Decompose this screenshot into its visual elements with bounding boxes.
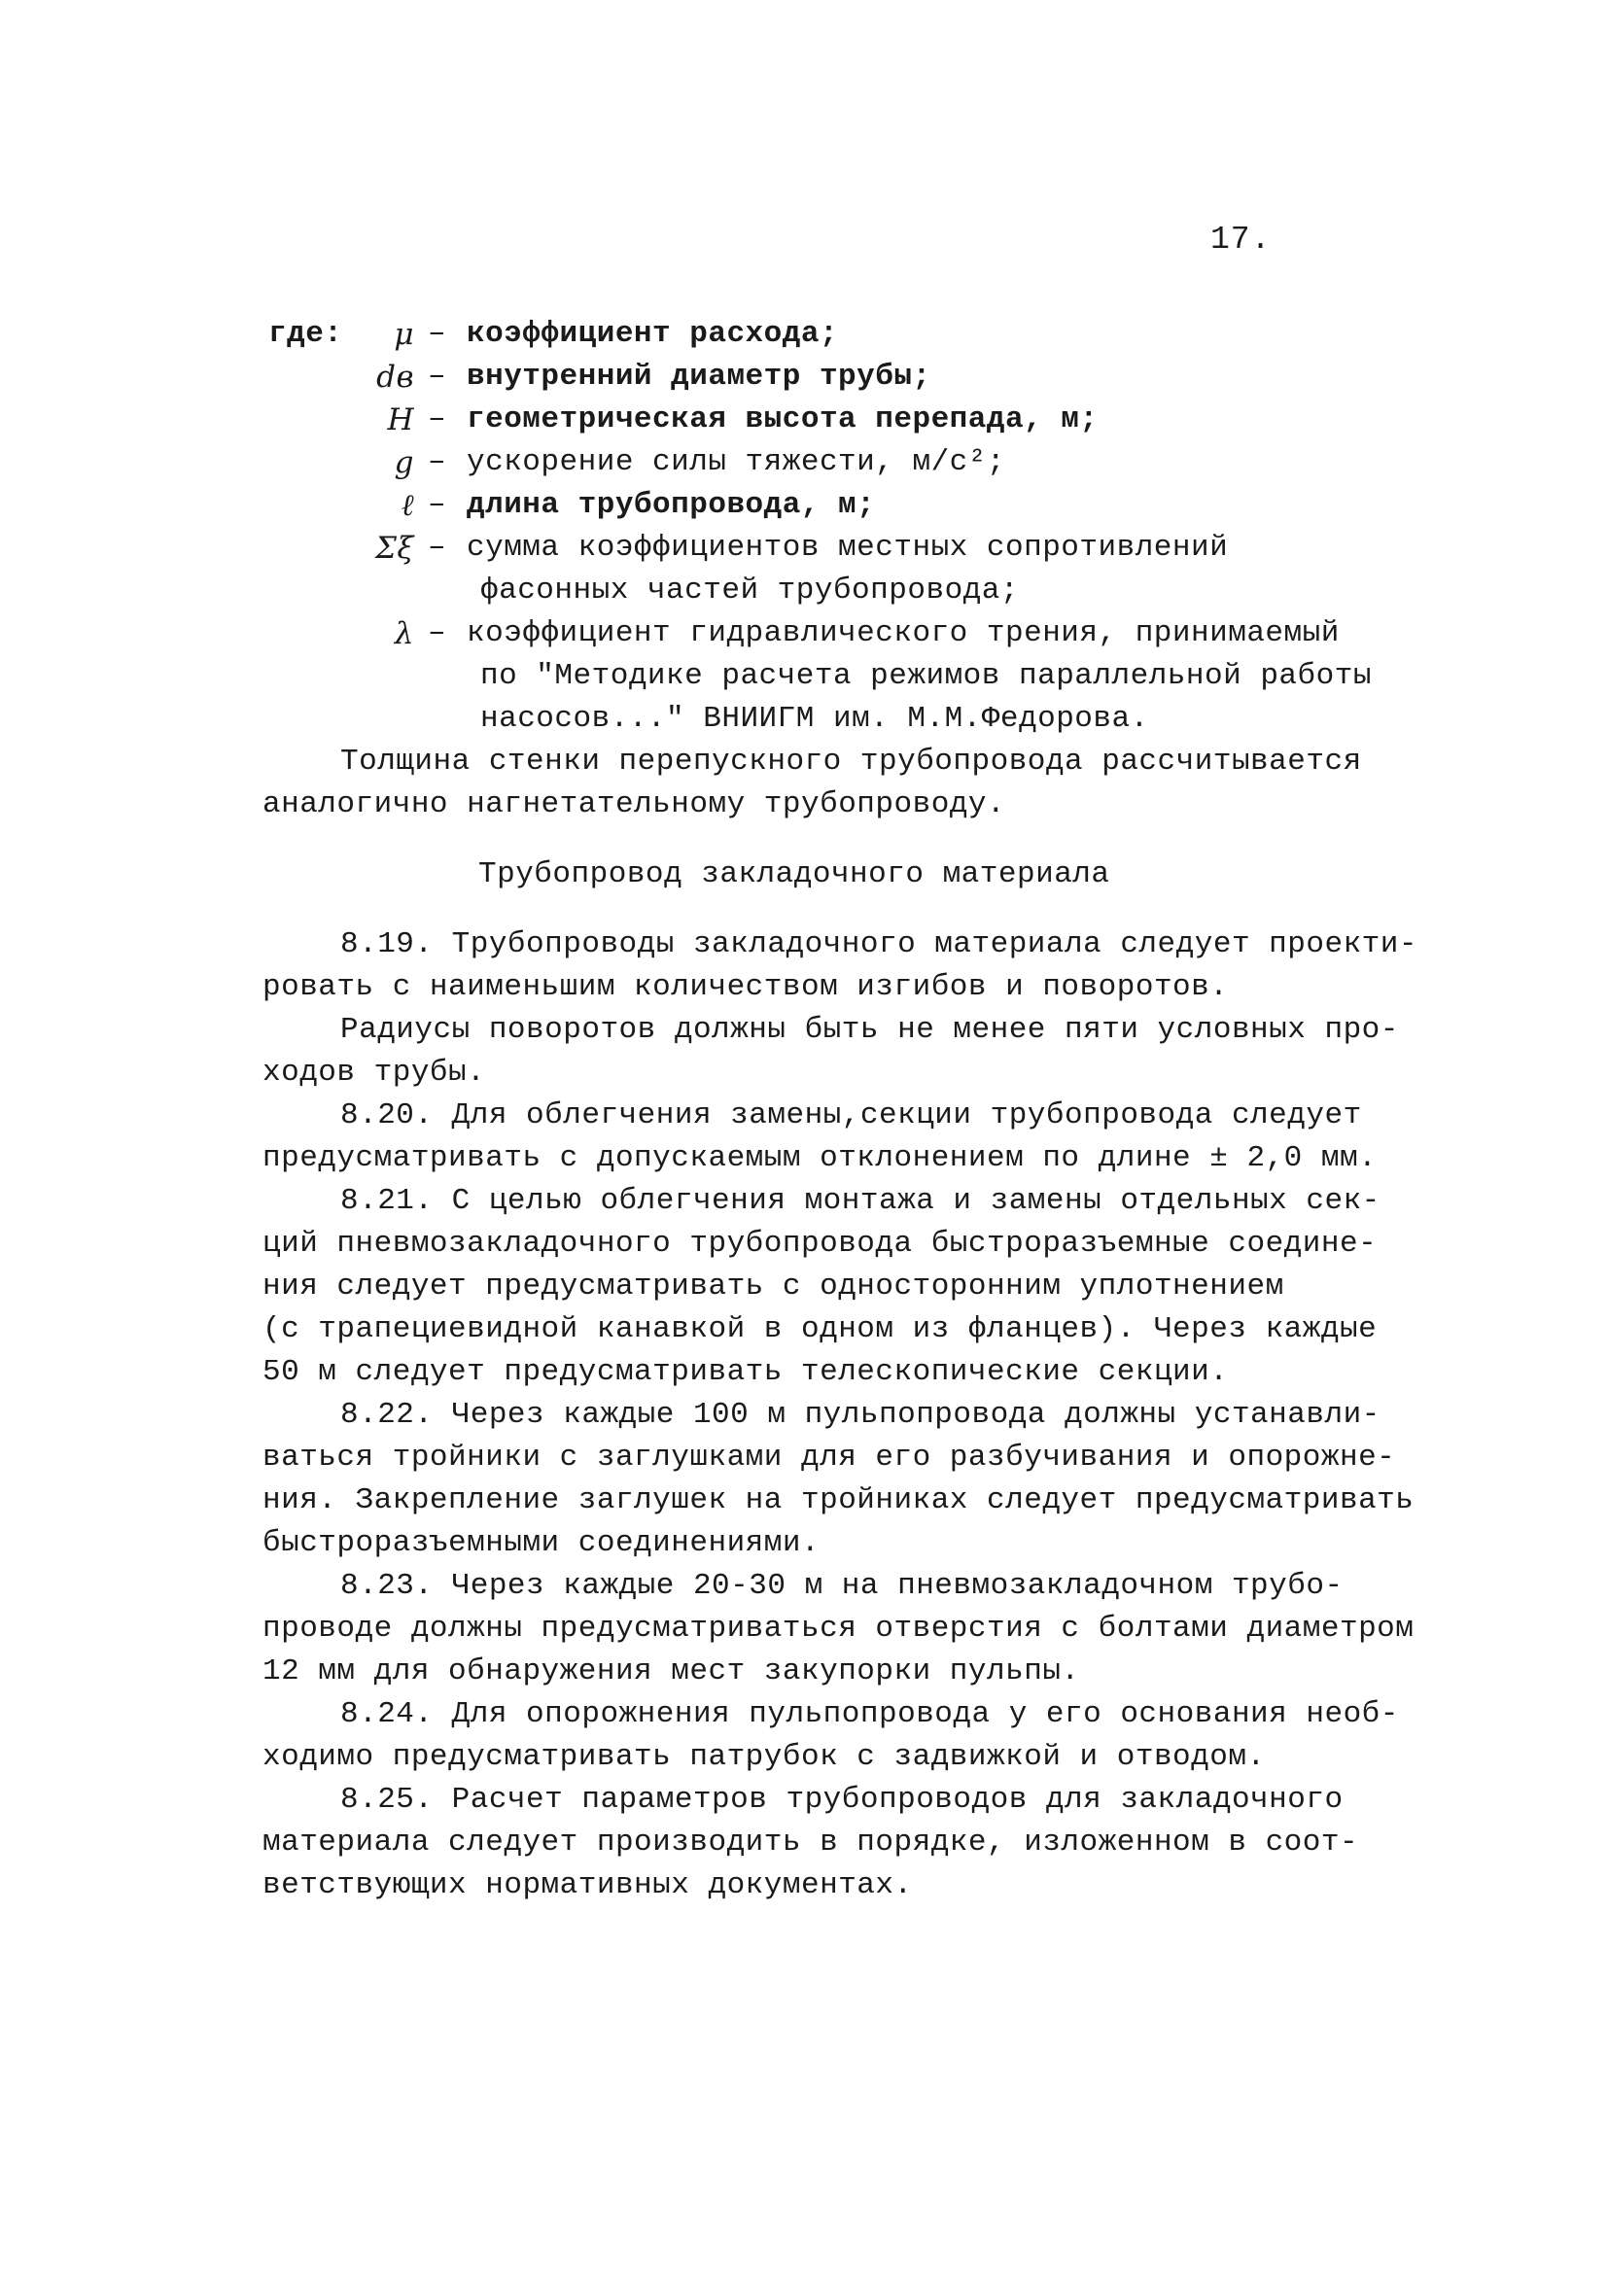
paragraph-line: ций пневмозакладочного трубопровода быстроразъемные соедине- xyxy=(262,1227,1378,1261)
definition-text: внутренний диаметр трубы; xyxy=(467,360,931,394)
dash: – xyxy=(428,402,447,436)
paragraph-8-21 xyxy=(262,1180,1381,1394)
symbol-mu: μ xyxy=(394,317,414,352)
paragraph-line: проводе должны предусматриваться отверстия с болтами диаметром xyxy=(262,1612,1415,1646)
paragraph-line: ходов трубы. xyxy=(262,1056,486,1090)
paragraph-line: 8.19. Трубопроводы закладочного материала следует проекти- xyxy=(340,927,1417,961)
page-number: 17. xyxy=(1210,222,1272,258)
paragraph-line: аналогично нагнетательному трубопроводу. xyxy=(262,787,1006,821)
symbol-lambda: λ xyxy=(394,616,414,651)
definition-text: длина трубопровода, м; xyxy=(467,488,876,522)
definition-mu xyxy=(360,313,1372,356)
definitions-list xyxy=(360,313,1372,741)
paragraph-line: ния следует предусматривать с односторонним уплотнением xyxy=(262,1270,1284,1304)
definition-text: коэффициент гидравлического трения, принимаемый xyxy=(467,616,1340,650)
definition-continuation: насосов..." ВНИИГМ им. М.М.Федорова. xyxy=(480,702,1149,736)
definition-continuation: по "Методике расчета режимов параллельной работы xyxy=(480,659,1372,693)
definition-d xyxy=(360,356,1372,399)
paragraph-8-22 xyxy=(262,1394,1414,1565)
paragraph-line: 12 мм для обнаружения мест закупорки пульпы. xyxy=(262,1654,1080,1688)
symbol-sum-xi: Σξ xyxy=(375,531,414,566)
paragraph-line: 8.22. Через каждые 100 м пульпопровода должны устанавли- xyxy=(340,1398,1381,1432)
definition-l xyxy=(360,484,1372,527)
where-label: где: xyxy=(268,317,343,351)
paragraph-radii xyxy=(262,1009,1399,1095)
dash: – xyxy=(428,616,447,650)
definition-lambda xyxy=(360,612,1372,655)
paragraph-8-19 xyxy=(262,923,1417,1009)
paragraph-line: (с трапециевидной канавкой в одном из фланцев). Через каждые xyxy=(262,1312,1378,1346)
paragraph-line: 8.25. Расчет параметров трубопроводов для закладочного xyxy=(340,1783,1344,1817)
definition-h xyxy=(360,399,1372,441)
paragraph-8-23 xyxy=(262,1565,1414,1693)
paragraph-line: 8.21. С целью облегчения монтажа и замены отдельных сек- xyxy=(340,1184,1381,1218)
paragraph-8-24 xyxy=(262,1693,1399,1779)
definition-text: коэффициент расхода; xyxy=(467,317,839,351)
paragraph-line: быстроразъемными соединениями. xyxy=(262,1526,821,1560)
symbol-d: dв xyxy=(376,360,414,395)
paragraph-8-20 xyxy=(262,1095,1377,1180)
paragraph-line: ваться тройники с заглушками для его разбучивания и опорожне- xyxy=(262,1441,1396,1475)
paragraph-8-25 xyxy=(262,1779,1358,1907)
definition-text: ускорение силы тяжести, м/с²; xyxy=(467,445,1005,479)
definition-text: геометрическая высота перепада, м; xyxy=(467,402,1099,436)
symbol-g: g xyxy=(394,445,414,480)
symbol-l: ℓ xyxy=(401,488,414,523)
dash: – xyxy=(428,445,447,479)
paragraph-line: 8.23. Через каждые 20-30 м на пневмозакладочном трубо- xyxy=(340,1569,1344,1603)
paragraph-line: материала следует производить в порядке, изложенном в соот- xyxy=(262,1826,1359,1860)
dash: – xyxy=(428,488,447,522)
dash: – xyxy=(428,317,447,351)
paragraph-line: ровать с наименьшим количеством изгибов и поворотов. xyxy=(262,970,1229,1004)
wall-thickness-paragraph xyxy=(262,741,1362,826)
dash: – xyxy=(428,360,447,394)
dash: – xyxy=(428,531,447,565)
paragraph-line: 50 м следует предусматривать телескопические секции. xyxy=(262,1355,1229,1389)
paragraph-line: 8.20. Для облегчения замены,секции трубопровода следует xyxy=(340,1098,1362,1132)
paragraph-line: ходимо предусматривать патрубок с задвижкой и отводом. xyxy=(262,1740,1266,1774)
paragraph-line: Толщина стенки перепускного трубопровода рассчитывается xyxy=(340,745,1362,779)
definition-text: сумма коэффициентов местных сопротивлений xyxy=(467,531,1229,565)
definition-g xyxy=(360,441,1372,484)
paragraph-line: Радиусы поворотов должны быть не менее пяти условных про- xyxy=(340,1013,1399,1047)
paragraph-line: ветствующих нормативных документах. xyxy=(262,1868,913,1902)
symbol-h: H xyxy=(387,402,414,437)
paragraph-line: предусматривать с допускаемым отклонением по длине ± 2,0 мм. xyxy=(262,1141,1378,1175)
section-heading: Трубопровод закладочного материала xyxy=(478,857,1110,891)
paragraph-line: 8.24. Для опорожнения пульпопровода у его основания необ- xyxy=(340,1697,1399,1731)
definition-continuation: фасонных частей трубопровода; xyxy=(480,574,1019,608)
definition-sum-xi xyxy=(360,527,1372,570)
paragraph-line: ния. Закрепление заглушек на тройниках следует предусматривать xyxy=(262,1483,1415,1517)
